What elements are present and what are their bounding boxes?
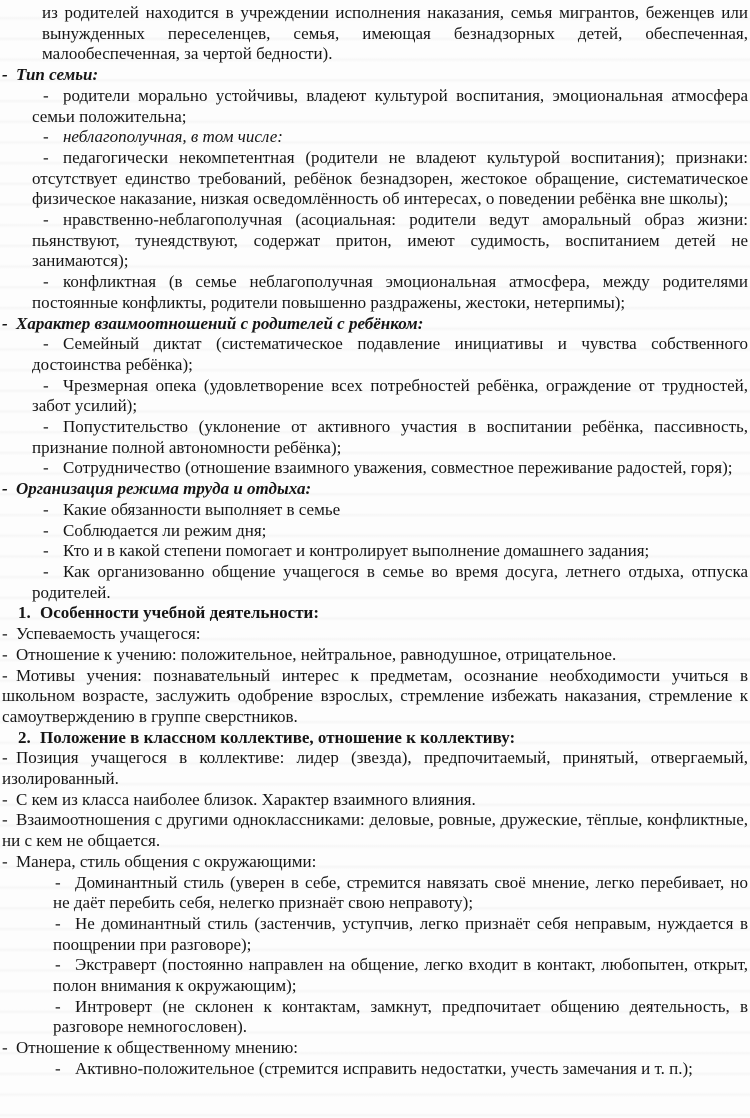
item-overprotection — [0, 376, 748, 417]
item-classmate-relations — [0, 810, 748, 851]
bullet-dash: - — [55, 913, 61, 933]
item-text: Семейный диктат (систематическое подавление инициативы и чувства собственного достоинства ребёнка); — [32, 334, 748, 374]
item-text: Как организованно общение учащегося в семье во время досуга, летнего отдыха, отпуска родителей. — [32, 561, 748, 602]
item-morally-dysfunctional — [0, 210, 748, 272]
heading-learning-activity — [0, 603, 748, 624]
heading-text: Положение в классном коллективе, отношение к коллективу: — [40, 727, 516, 747]
item-parents-morally-stable — [0, 86, 748, 127]
heading-text: Характер взаимоотношений с родителей с ребёнком: — [16, 313, 424, 333]
bullet-dash: - — [2, 851, 8, 871]
item-text: Экстраверт (постоянно направлен на общение, легко входит в контакт, любопытен, открыт, полон внимания к окружающим); — [53, 955, 748, 996]
bullet-dash: - — [2, 810, 8, 830]
item-family-duties — [0, 500, 748, 521]
bullet-dash: - — [43, 85, 49, 105]
item-text: Какие обязанности выполняет в семье — [63, 499, 341, 519]
bullet-dash: - — [2, 665, 8, 685]
item-text: Позиция учащегося в коллективе: лидер (звезда), предпочитаемый, принятый, отвергаемый, изолированный. — [2, 748, 748, 789]
bullet-dash: - — [2, 479, 8, 499]
item-text: Попустительство (уклонение от активного участия в воспитании ребёнка, пассивность, признание полной автономности ребёнка); — [32, 417, 748, 457]
bullet-dash: - — [43, 541, 49, 561]
bullet-dash: - — [2, 624, 8, 644]
item-public-opinion-attitude — [0, 1038, 748, 1059]
bullet-dash: - — [43, 561, 49, 581]
bullet-dash: - — [43, 272, 49, 292]
item-text: родители морально устойчивы, владеют культурой воспитания, эмоциональная атмосфера семьи положительна; — [32, 85, 748, 126]
bullet-dash: - — [2, 1038, 8, 1058]
bullet-dash: - — [43, 520, 49, 540]
item-daily-routine — [0, 521, 748, 542]
heading-text: Особенности учебной деятельности: — [40, 603, 320, 623]
bullet-dash: - — [43, 417, 49, 437]
bullet-dash: - — [43, 210, 49, 230]
bullet-dash: - — [2, 65, 8, 85]
heading-work-rest-regime — [0, 479, 748, 500]
item-student-performance — [0, 624, 748, 645]
item-text: Доминантный стиль (уверен в себе, стремится навязать своё мнение, легко перебивает, но не даёт перебить себя, нелегко признаёт свою неправоту); — [53, 872, 748, 913]
item-introvert — [0, 997, 748, 1038]
item-text: Активно-положительное (стремится исправить недостатки, учесть замечания и т. п.); — [75, 1058, 693, 1078]
heading-text: Тип семьи: — [16, 65, 99, 85]
item-text: Интроверт (не склонен к контактам, замкнут, предпочитает общению деятельность, в разговоре немногословен). — [53, 996, 748, 1037]
item-text: Соблюдается ли режим дня; — [63, 520, 267, 540]
bullet-dash: - — [2, 789, 8, 809]
bullet-dash: - — [55, 955, 61, 975]
heading-parent-child-relations — [0, 314, 748, 335]
item-collective-position — [0, 748, 748, 789]
bullet-dash: - — [2, 748, 8, 768]
item-text: Манера, стиль общения с окружающими: — [16, 851, 317, 871]
bullet-dash: - — [43, 499, 49, 519]
list-number: 2. — [18, 727, 31, 747]
item-text: Успеваемость учащегося: — [16, 624, 201, 644]
bullet-dash: - — [55, 996, 61, 1016]
bullet-dash: - — [2, 644, 8, 664]
item-text: Отношение к учению: положительное, нейтральное, равнодушное, отрицательное. — [16, 644, 617, 664]
item-closest-classmates — [0, 790, 748, 811]
item-dominant-style — [0, 873, 748, 914]
bullet-dash: - — [2, 313, 8, 333]
item-text: Не доминантный стиль (застенчив, уступчив, легко признаёт себя неправым, нуждается в поощрении при разговоре); — [53, 913, 748, 954]
paragraph-text: из родителей находится в учреждении исполнения наказания, семья мигрантов, беженцев или вынужденных переселенцев, семья, имеющая безнадзорных детей, обеспеченная, малообеспеченная, за чертой бедности). — [42, 3, 748, 64]
heading-family-type — [0, 65, 748, 86]
bullet-dash: - — [43, 127, 49, 147]
bullet-dash: - — [43, 334, 49, 354]
heading-text: Организация режима труда и отдыха: — [16, 479, 312, 499]
item-pedagogically-incompetent — [0, 148, 748, 210]
item-text: Сотрудничество (отношение взаимного уважения, совместное переживание радостей, горя); — [63, 458, 733, 478]
list-number: 1. — [18, 603, 31, 623]
item-non-dominant-style — [0, 914, 748, 955]
item-text: Чрезмерная опека (удовлетворение всех потребностей ребёнка, ограждение от трудностей, забот усилий); — [32, 375, 748, 416]
item-leisure-communication — [0, 562, 748, 603]
item-attitude-to-learning — [0, 645, 748, 666]
item-text: нравственно-неблагополучная (асоциальная: родители ведут аморальный образ жизни: пьянствуют, тунеядствуют, содержат притон, имеют судимость, воспитанием детей не занимаются); — [32, 210, 748, 271]
item-active-positive — [0, 1059, 748, 1080]
heading-class-collective-position — [0, 728, 748, 749]
bullet-dash: - — [55, 872, 61, 892]
item-dysfunctional-family — [0, 127, 748, 148]
item-communication-style — [0, 852, 748, 873]
item-text: С кем из класса наиболее близок. Характер взаимного влияния. — [16, 789, 476, 809]
item-text: Кто и в какой степени помогает и контролирует выполнение домашнего задания; — [63, 541, 650, 561]
item-conflict-family — [0, 272, 748, 313]
item-permissiveness — [0, 417, 748, 458]
item-extravert — [0, 955, 748, 996]
item-family-dictate — [0, 334, 748, 375]
bullet-dash: - — [43, 147, 49, 167]
item-text: конфликтная (в семье неблагополучная эмоциональная атмосфера, между родителями постоянные конфликты, родители повышенно раздражены, жестоки, нетерпимы); — [32, 272, 748, 312]
item-text: Отношение к общественному мнению: — [16, 1038, 298, 1058]
bullet-dash: - — [43, 458, 49, 478]
item-text: Мотивы учения: познавательный интерес к предметам, осознание необходимости учиться в школьном возрасте, заслужить одобрение взрослых, стремление избежать наказания, стремление к самоутверждению в группе сверстников. — [2, 665, 748, 726]
item-text: Взаимоотношения с другими одноклассниками: деловые, ровные, дружеские, тёплые, конфликтные, ни с кем не общается. — [2, 810, 748, 851]
item-text: неблагополучная, в том числе: — [63, 127, 283, 147]
item-cooperation — [0, 458, 748, 479]
bullet-dash: - — [43, 375, 49, 395]
bullet-dash: - — [55, 1058, 61, 1078]
item-learning-motives — [0, 666, 748, 728]
paragraph-family-category-continuation — [0, 3, 748, 65]
item-text: педагогически некомпетентная (родители не владеют культурой воспитания); признаки: отсутствует единство требований, ребёнок безнадзорен, жестокое обращение, систематическое физическое наказание, низкая осведомлённость об интересах, о поведении ребёнка вне школы); — [32, 147, 748, 209]
item-homework-help — [0, 541, 748, 562]
